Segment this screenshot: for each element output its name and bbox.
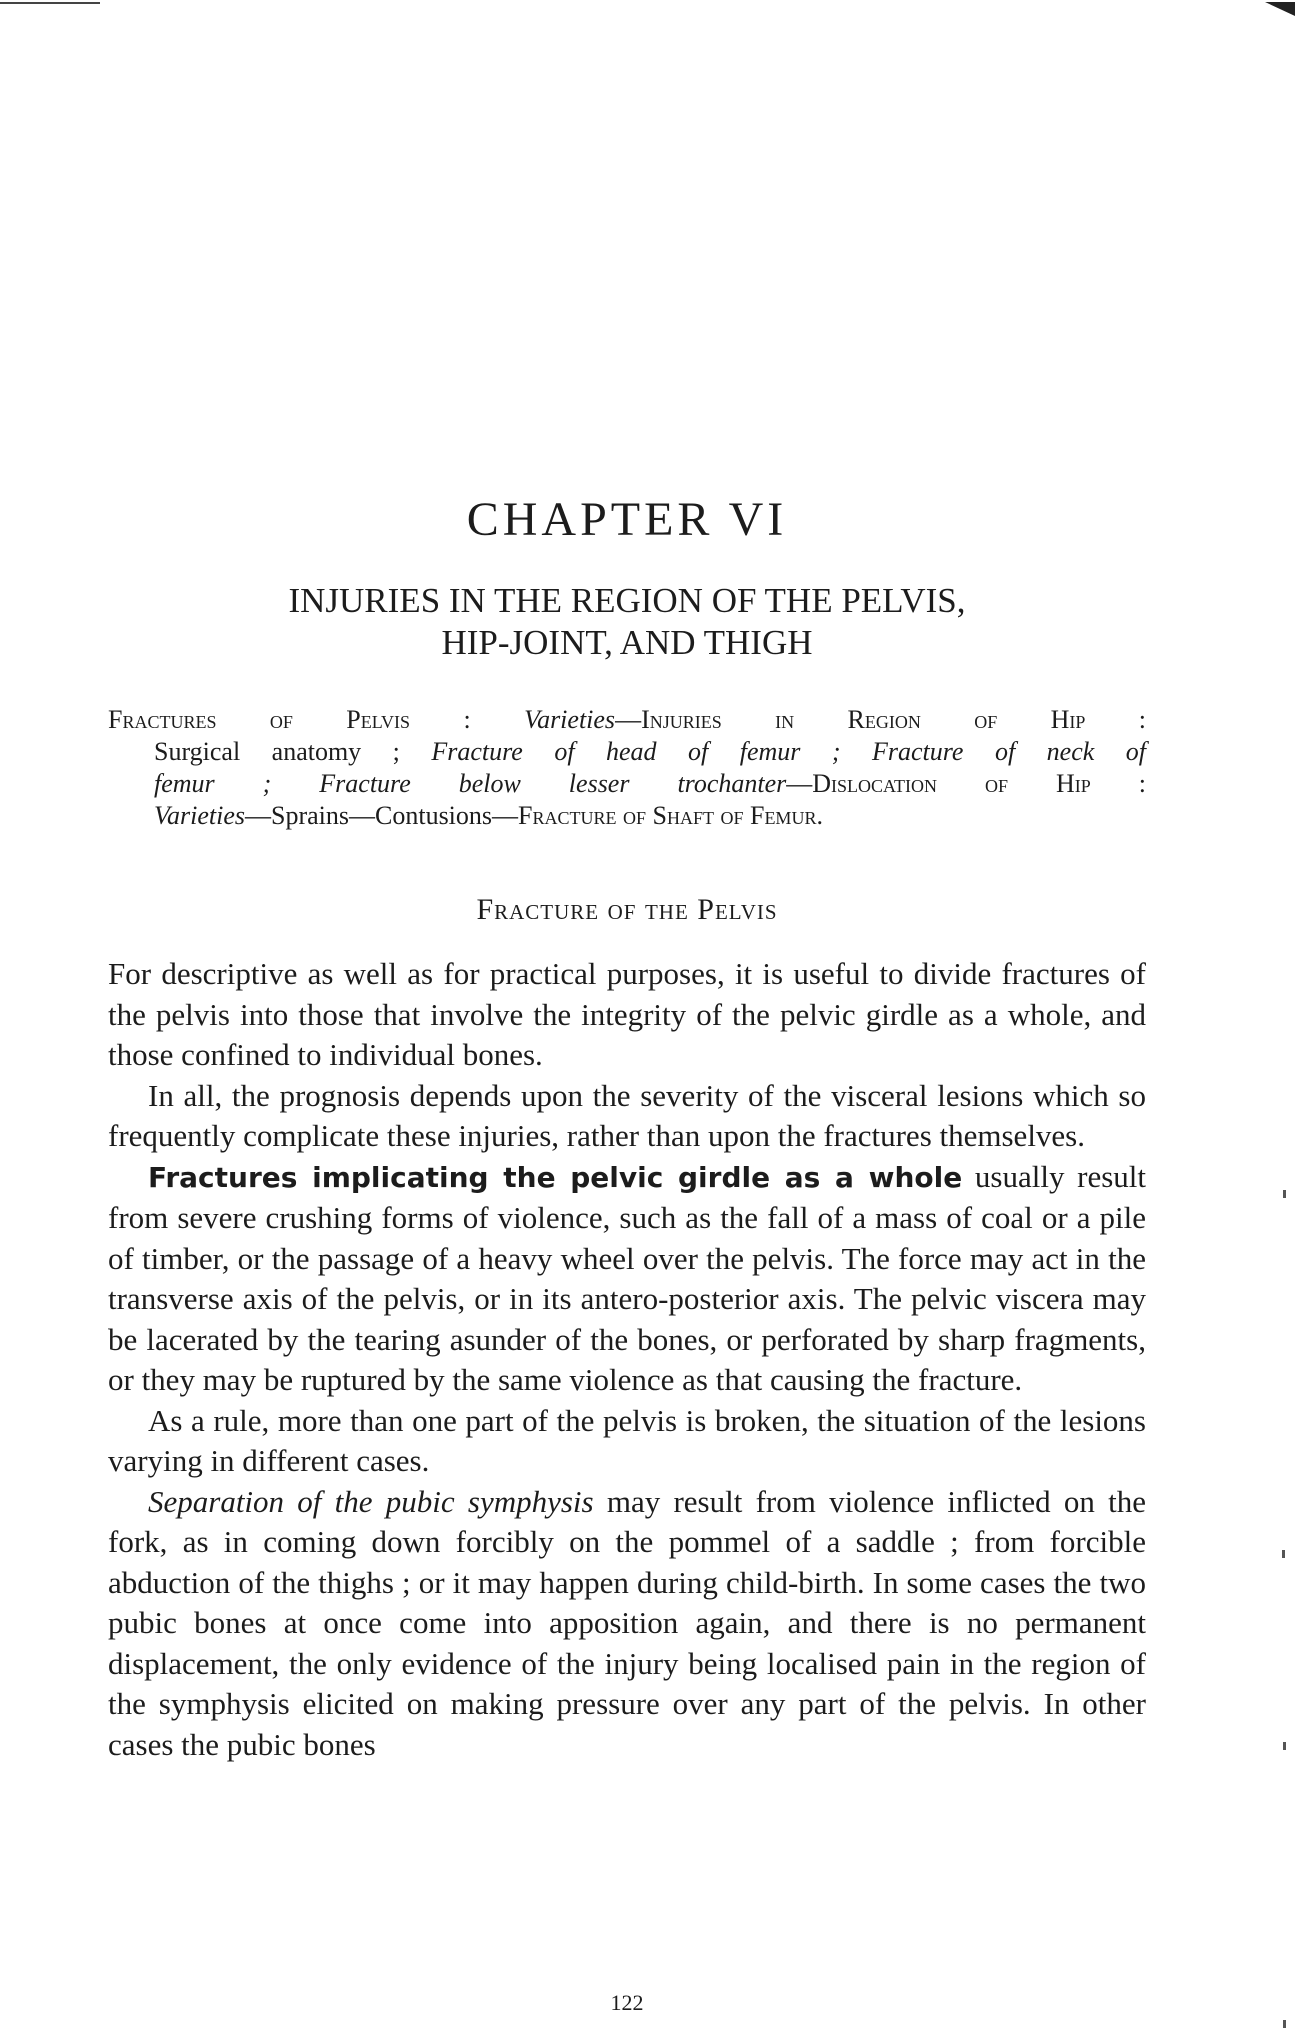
section-heading: Fracture of the Pelvis (476, 893, 778, 926)
summary-line (108, 768, 1146, 800)
paragraph-text: usually result from severe crushing forms of violence, such as the fall of a mass of coal or a pile of timber, or the passage of a heavy wheel over the pelvis. The force may act in the transverse axis of the pelvis, or in its antero-posterior axis. The pelvic viscera may be lacerated by the tearing asunder of the bones, or perforated by sharp fragments, or they may be ruptured by the same violence as that causing the fracture. (108, 1158, 1147, 1397)
paragraph (108, 1157, 1146, 1401)
summary-subtopic: Varieties (524, 705, 616, 734)
scan-edge-mark (1283, 1190, 1286, 1198)
scan-corner-mark (1265, 2, 1295, 16)
page-number: 122 (610, 1990, 644, 2015)
summary-topic: —Dislocation of Hip : (786, 769, 1146, 798)
paragraph-lead-bold: Fractures implicating the pelvic girdle as a whole (148, 1160, 963, 1194)
summary-line (108, 736, 1146, 768)
chapter-subtitle-line: HIP-JOINT, AND THIGH (441, 623, 813, 662)
paragraph (108, 1482, 1146, 1766)
chapter-subtitle-line: INJURIES IN THE REGION OF THE PELVIS, (288, 581, 966, 620)
paragraph: For descriptive as well as for practical purposes, it is useful to divide fractures of the pelvis into those that involve the integrity of the pelvic girdle as a whole, and those confined to individual bones. (108, 956, 1146, 1072)
summary-topic: Fractures of Pelvis : (108, 705, 471, 734)
summary-subtopic: Varieties (154, 801, 245, 830)
summary-subtopic: Fracture of head of femur ; Fracture of neck of (431, 737, 1146, 766)
scan-rule-top-left (0, 2, 100, 4)
summary-topic: —Injuries in Region of Hip : (615, 705, 1146, 734)
summary-subtopic: —Sprains—Contusions— (245, 801, 519, 830)
scan-edge-mark (1282, 1550, 1285, 1558)
summary-subtopic: femur ; Fracture below lesser trochanter (154, 769, 787, 798)
summary-line (108, 704, 1146, 736)
body-text (108, 954, 1146, 1765)
paragraph-text: may result from violence inflicted on the fork, as in coming down forcibly on the pommel of a saddle ; from forcible abduction of the thighs ; or it may happen during child-birth. In some cases the two pubic bones at once come into apposition again, and there is no permanent displacement, the only evidence of the injury being localised pain in the region of the symphysis elicited on making pressure over any part of the pelvis. In other cases the pubic bones (108, 1483, 1147, 1762)
paragraph: As a rule, more than one part of the pelvis is broken, the situation of the lesions varying in different cases. (108, 1402, 1146, 1478)
scan-edge-mark (1283, 2020, 1286, 2028)
summary-topic: Fracture of Shaft of Femur. (518, 801, 823, 830)
paragraph-lead-italic: Separation of the pubic symphysis (148, 1483, 594, 1519)
chapter-subtitle (108, 580, 1146, 664)
summary-line (108, 800, 1146, 832)
chapter-summary (108, 704, 1146, 832)
paragraph: In all, the prognosis depends upon the severity of the visceral lesions which so frequently complicate these injuries, rather than upon the fractures themselves. (108, 1077, 1146, 1153)
scan-edge-mark (1283, 1742, 1286, 1750)
chapter-title: CHAPTER VI (466, 493, 788, 546)
summary-subtopic: Surgical anatomy ; (154, 737, 400, 766)
